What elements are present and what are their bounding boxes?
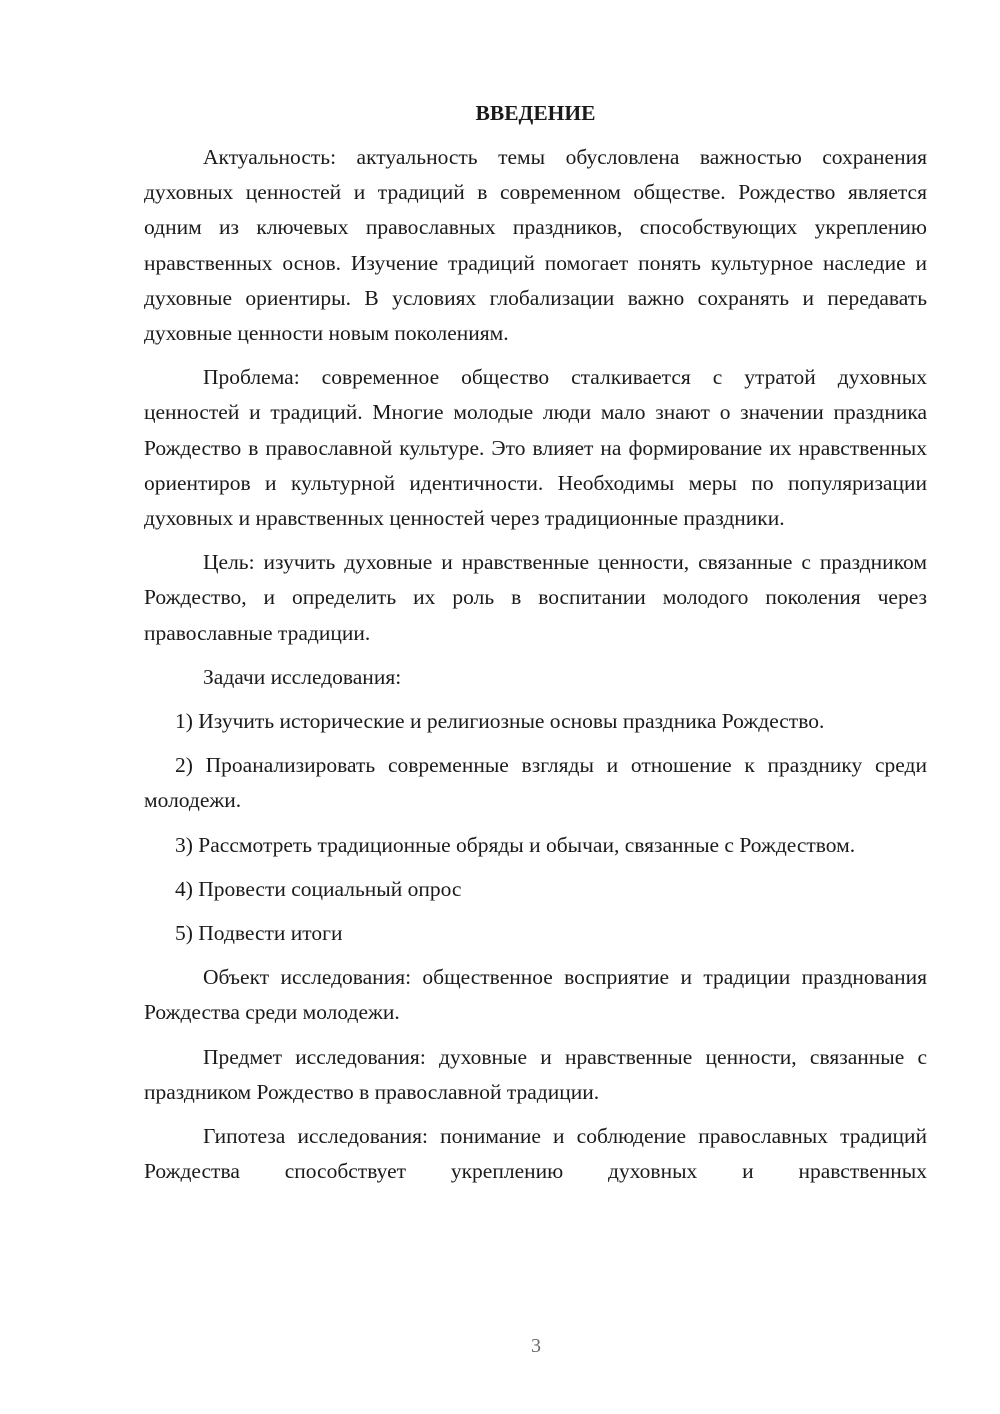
paragraph-relevance: Актуальность: актуальность темы обусловлена важностью сохранения духовных ценностей и традиций в современном обществе. Рождество является одним из ключевых православных праздников, способствующих укреплению нравственных основ. Изучение традиций помогает понять культурное наследие и духовные ориентиры. В условиях глобализации важно сохранять и передавать духовные ценности новым поколениям. — [144, 145, 927, 346]
paragraph-subject: Предмет исследования: духовные и нравственные ценности, связанные с праздником Рождество в православной традиции. — [144, 1044, 927, 1104]
page-number: 3 — [531, 1335, 541, 1357]
page-content — [144, 96, 927, 1198]
paragraph-goal: Цель: изучить духовные и нравственные ценности, связанные с праздником Рождество, и определить их роль в воспитании молодого поколения через православные традиции. — [144, 550, 927, 645]
section-title: ВВЕДЕНИЕ — [475, 101, 596, 125]
paragraph-problem: Проблема: современное общество сталкивается с утратой духовных ценностей и традиций. Многие молодые люди мало знают о значении праздника Рождество в православной культуре. Это влияет на формирование их нравственных ориентиров и культурной идентичности. Необходимы меры по популяризации духовных и нравственных ценностей через традиционные праздники. — [144, 365, 927, 531]
task-item-2: 2) Проанализировать современные взгляды и отношение к празднику среди молодежи. — [144, 753, 927, 813]
paragraph-hypothesis: Гипотеза исследования: понимание и соблюдение православных традиций Рождества способствует укреплению духовных и нравственных — [144, 1124, 927, 1184]
tasks-heading: Задачи исследования: — [203, 664, 402, 689]
task-item-1: 1) Изучить исторические и религиозные основы праздника Рождество. — [175, 709, 825, 734]
task-item-5: 5) Подвести итоги — [175, 921, 343, 946]
paragraph-object: Объект исследования: общественное восприятие и традиции празднования Рождества среди молодежи. — [144, 965, 927, 1025]
task-item-3: 3) Рассмотреть традиционные обряды и обычаи, связанные с Рождеством. — [175, 832, 856, 857]
task-item-4: 4) Провести социальный опрос — [175, 876, 462, 901]
